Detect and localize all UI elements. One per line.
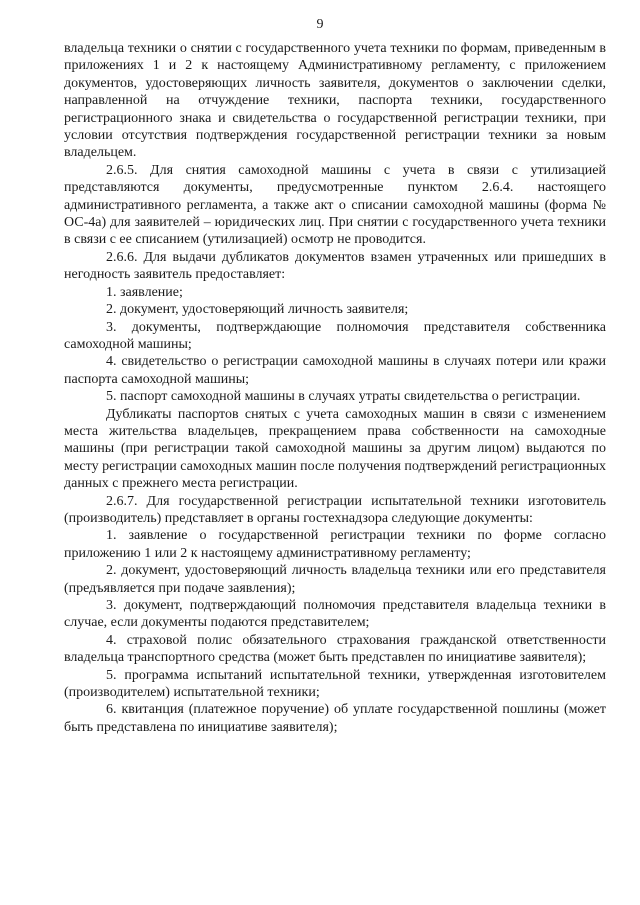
list-item: 2. документ, удостоверяющий личность заявителя; [106, 302, 409, 318]
paragraph-2-6-5: 2.6.5. Для снятия самоходной машины с учета в связи с утилизацией представляются документы, предусмотренные пунктом 2.6.4. настоящего административного регламента, а также акт о списании самоходной машины (форма № ОС-4а) для заявителей – юридических лиц. При снятии с государственного учета техники в связи с ее списанием (утилизацией) осмотр не проводится. [64, 162, 606, 248]
list-item: 5. паспорт самоходной машины в случаях утраты свидетельства о регистрации. [106, 389, 581, 405]
list-item: 6. квитанция (платежное поручение) об уплате государственной пошлины (может быть представлена по инициативе заявителя); [64, 702, 606, 735]
list-item: 1. заявление; [106, 284, 183, 300]
page-number: 9 [316, 17, 324, 32]
list-item: 3. документ, подтверждающий полномочия представителя владельца техники в случае, если документы подаются представителем; [64, 598, 606, 631]
paragraph-2-6-6: 2.6.6. Для выдачи дубликатов документов взамен утраченных или пришедших в негодность заявитель предоставляет: [64, 249, 606, 283]
document-body [64, 40, 606, 736]
list-item: 4. страховой полис обязательного страхования гражданской ответственности владельца транспортного средства (может быть представлен по инициативе заявителя); [64, 632, 606, 666]
list-item: 5. программа испытаний испытательной техники, утвержденная изготовителем (производителем) испытательной техники; [64, 667, 606, 701]
list-item: 2. документ, удостоверяющий личность владельца техники или его представителя (предъявляется при подаче заявления); [64, 563, 606, 596]
paragraph-continuation: владельца техники о снятии с государственного учета техники по формам, приведенным в приложениях 1 и 2 к настоящему Административному регламенту, с приложением документов, удостоверяющих личность заявителя, документов о заключении сделки, направленной на отчуждение техники, паспорта техники, государственного регистрационного знака и свидетельства о государственной регистрации техники, при условии отсутствия подтверждения государственной регистрации техники за новым владельцем. [64, 41, 606, 161]
list-item: 3. документы, подтверждающие полномочия представителя собственника самоходной машины; [64, 319, 606, 352]
paragraph-duplicates: Дубликаты паспортов снятых с учета самоходных машин в связи с изменением места жительства владельцев, прекращением права собственности на самоходные машины (при регистрации такой самоходной машины за другим лицом) выдаются по месту регистрации самоходных машин после получения подтверждений регистрационных данных с прежнего места регистрации. [64, 406, 606, 492]
paragraph-2-6-7: 2.6.7. Для государственной регистрации испытательной техники изготовитель (производитель) представляет в органы гостехнадзора следующие документы: [64, 493, 606, 526]
list-item: 4. свидетельство о регистрации самоходной машины в случаях потери или кражи паспорта самоходной машины; [64, 354, 606, 387]
list-item: 1. заявление о государственной регистрации техники по форме согласно приложению 1 или 2 к настоящему административному регламенту; [64, 528, 606, 561]
